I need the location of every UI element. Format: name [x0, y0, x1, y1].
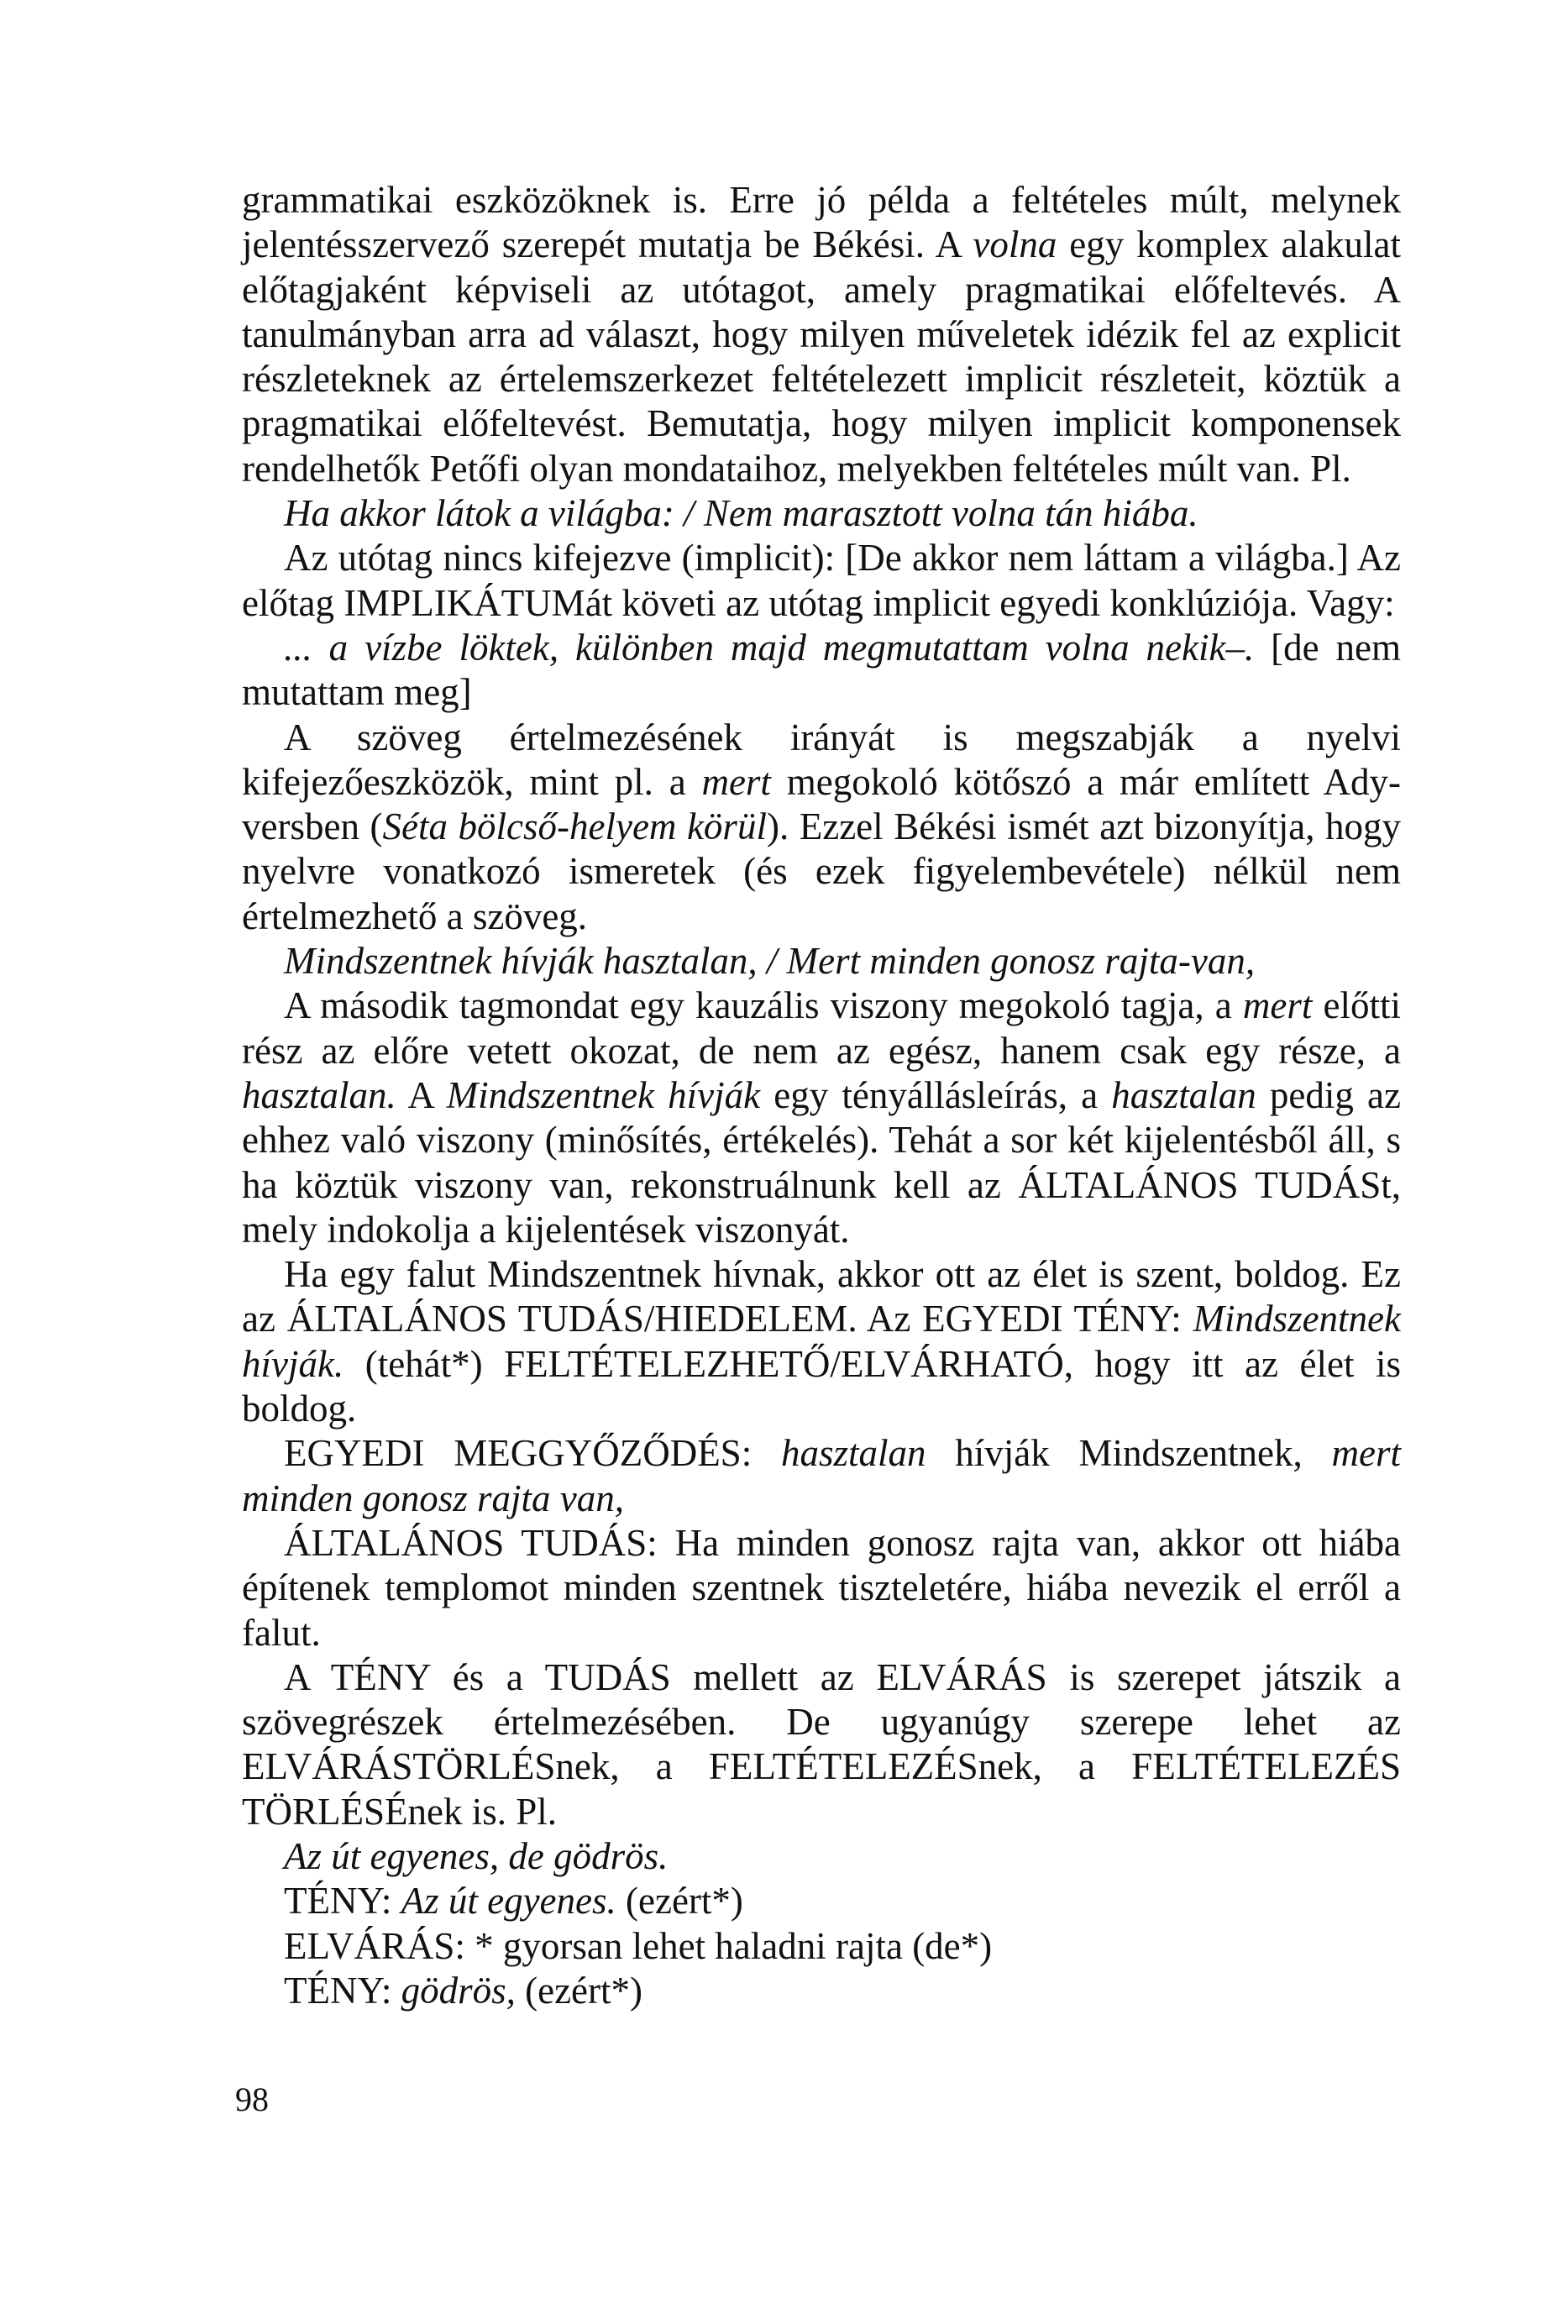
text-run: (tehát*) FELTÉTELEZHETŐ/ELVÁRHATÓ, hogy itt az élet is boldog. — [242, 1342, 1401, 1430]
text-run: előtti rész az előre vetett okozat, de nem az egész, hanem csak egy része, a — [242, 984, 1401, 1072]
quote-text: Mindszentnek hívják hasztalan, / Mert minden gonosz rajta-van, — [284, 940, 1256, 983]
line-elvaras: ELVÁRÁS: * gyorsan lehet haladni rajta (de*) — [284, 1924, 993, 1967]
quote-text: Ha akkor látok a világba: / Nem marasztott volna tán hiába. — [284, 492, 1198, 535]
page-body — [242, 178, 1401, 2013]
quote-1 — [242, 491, 1401, 536]
paragraph-4 — [242, 716, 1401, 939]
italic-term: hasztalan — [780, 1432, 926, 1475]
italic-term: mert minden gonosz rajta van, — [242, 1432, 1401, 1519]
text-run: (ezért*) — [515, 1969, 643, 2012]
paragraph-6 — [242, 1252, 1401, 1431]
line-teny-1 — [242, 1879, 1401, 1923]
italic-term: volna — [973, 223, 1057, 266]
line-teny-2 — [242, 1969, 1401, 2013]
italic-term: Mindszentnek hívják — [446, 1073, 761, 1116]
quote-3 — [242, 1834, 1401, 1879]
text-run: pedig az ehhez való viszony (minősítés, értékelés). Tehát a sor két kijelentésből áll, s ha köztük viszony van, rekonstruálnunk kell az ÁLTALÁNOS TUDÁSt, mely indokolja a kijelentések viszonyát. — [242, 1073, 1401, 1251]
text-run: A szöveg értelmezésének irányát is megszabják a nyelvi kifejezőeszközök, mint pl. a — [242, 716, 1401, 803]
italic-term: gödrös, — [401, 1969, 516, 2012]
text-run: hívják Mindszentnek, — [926, 1432, 1332, 1475]
text-run: EGYEDI MEGGYŐZŐDÉS: — [284, 1432, 781, 1475]
text-run: A — [396, 1073, 447, 1116]
text-run: [de nem mutattam meg] — [242, 626, 1401, 714]
text-run: grammatikai eszközöknek is. Erre jó példa a feltételes múlt, melynek jelentésszervező szerepét mutatja be Békési. A — [242, 179, 1401, 266]
paragraph-8: ÁLTALÁNOS TUDÁS: Ha minden gonosz rajta van, akkor ott hiába építenek templomot minden szentnek tiszteletére, hiába nevezik el erről a falut. — [242, 1521, 1401, 1654]
paragraph-2: Az utótag nincs kifejezve (implicit): [De akkor nem láttam a világba.] Az előtag IMPLIKÁTUMát követi az utótag implicit egyedi konklúziója. Vagy: — [242, 537, 1401, 624]
text-run: TÉNY: — [284, 1880, 401, 1923]
paragraph-9: A TÉNY és a TUDÁS mellett az ELVÁRÁS is szerepet játszik a szövegrészek értelmezésében. De ugyanúgy szerepe lehet az ELVÁRÁSTÖRLÉSnek, a FELTÉTELEZÉSnek, a FELTÉTELEZÉS TÖRLÉSÉnek is. Pl. — [242, 1655, 1401, 1833]
italic-term: Mindszentnek hívják. — [242, 1298, 1401, 1385]
text-run: egy komplex alakulat előtagjaként képviseli az utótagot, amely pragmatikai előfeltevés. A tanulmányban arra ad választ, hogy milyen műveletek idézik fel az explicit részleteknek az értelemszerkezet feltételezett implicit részleteit, köztük a pragmatikai előfeltevést. Bemutatja, hogy milyen implicit komponensek rendelhetők Petőfi olyan mondataihoz, melyekben feltételes múlt van. Pl. — [242, 223, 1401, 490]
italic-term: mert — [701, 760, 771, 803]
text-run: . Ezzel Békési ismét azt bizonyítja, hogy nyelvre vonatkozó ismeretek (és ezek figyelembevétele) nélkül nem értelmezhető a szöveg. — [242, 805, 1401, 937]
paragraph-5 — [242, 984, 1401, 1252]
italic-term: hasztalan — [1111, 1073, 1256, 1116]
paragraph-3 — [242, 626, 1401, 716]
page-number: 98 — [235, 2080, 269, 2118]
paren: ( — [370, 805, 383, 848]
paragraph-7 — [242, 1431, 1401, 1521]
text-run: Ha egy falut Mindszentnek hívnak, akkor ott az élet is szent, boldog. Ez az ÁLTALÁNOS TUDÁS/HIEDELEM. Az EGYEDI TÉNY: — [242, 1253, 1401, 1340]
text-run: A második tagmondat egy kauzális viszony megokoló tagja, a — [284, 984, 1243, 1027]
paragraph-1 — [242, 178, 1401, 491]
paren: ) — [766, 805, 779, 848]
quote-2 — [242, 939, 1401, 984]
italic-term: hasztalan. — [242, 1073, 396, 1116]
text-run: (ezért*) — [616, 1880, 743, 1923]
italic-term: Az út egyenes. — [401, 1880, 616, 1923]
text-run: TÉNY: — [284, 1969, 401, 2012]
text-run: megokoló kötőszó a már említett Ady-versben — [242, 760, 1401, 848]
poem-title: Séta bölcső-helyem körül — [382, 805, 767, 848]
text-run: egy tényállásleírás, a — [760, 1073, 1112, 1116]
italic-term: mert — [1242, 984, 1313, 1027]
quote-text: ... a vízbe löktek, különben majd megmutattam volna nekik–. — [284, 626, 1255, 669]
quote-text: Az út egyenes, de gödrös. — [284, 1834, 669, 1877]
